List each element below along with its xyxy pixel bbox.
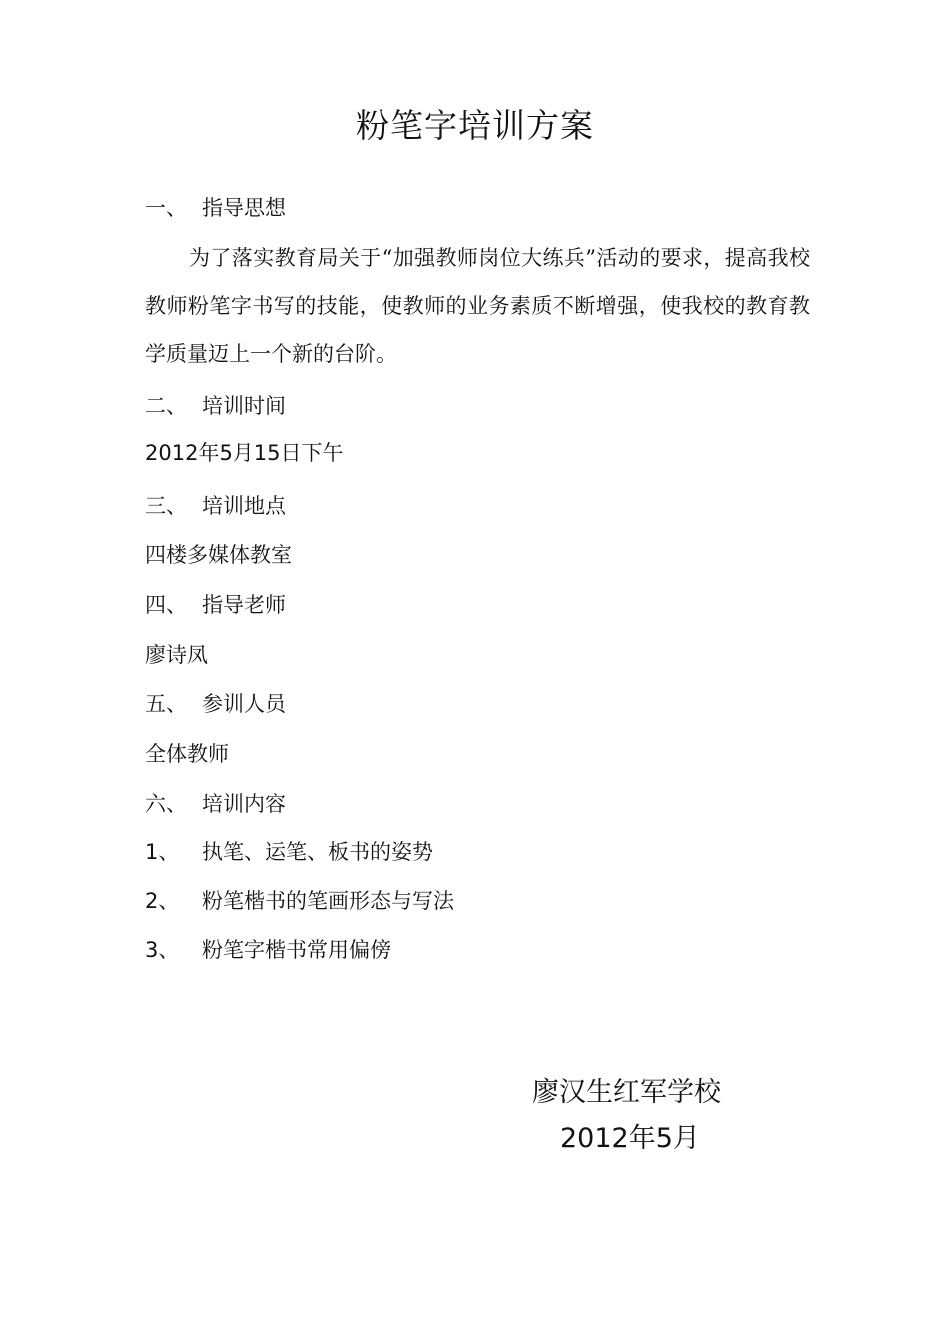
section-number: 一、 [145, 196, 187, 220]
participants-value: 全体教师 [145, 742, 229, 766]
section-heading-participants [145, 689, 286, 719]
training-place-value: 四楼多媒体教室 [145, 543, 292, 567]
section-title: 指导思想 [202, 196, 286, 220]
content-item-text: 粉笔楷书的笔画形态与写法 [202, 889, 454, 913]
section-title: 参训人员 [202, 692, 286, 716]
section-number: 五、 [145, 692, 187, 716]
section-number: 六、 [145, 792, 187, 816]
section-title: 培训地点 [202, 494, 286, 518]
content-item-text: 执笔、运笔、板书的姿势 [202, 840, 433, 864]
section-number: 二、 [145, 394, 187, 418]
content-item-text: 粉笔字楷书常用偏傍 [202, 938, 391, 962]
section-heading-training-content [145, 789, 286, 819]
content-item-number: 2、 [145, 889, 180, 913]
section-heading-instructor [145, 590, 286, 620]
section-number: 三、 [145, 494, 187, 518]
section-title: 培训内容 [202, 792, 286, 816]
guiding-paragraph: 为了落实教育局关于“加强教师岗位大练兵”活动的要求，提高我校教师粉笔字书写的技能，使教师的业务素质不断增强，使我校的教育教学质量迈上一个新的台阶。 [145, 246, 810, 366]
content-item [145, 935, 391, 965]
content-item-number: 1、 [145, 840, 180, 864]
content-item [145, 886, 454, 916]
section-title: 指导老师 [202, 593, 286, 617]
section-heading-training-time [145, 391, 286, 421]
signature-school: 廖汉生红军学校 [532, 1077, 721, 1108]
content-item-number: 3、 [145, 938, 180, 962]
document-title: 粉笔字培训方案 [356, 106, 594, 145]
training-time-value: 2012年5月15日下午 [145, 441, 344, 465]
section-heading-training-place [145, 491, 286, 521]
section-number: 四、 [145, 593, 187, 617]
content-item [145, 837, 433, 867]
section-title: 培训时间 [202, 394, 286, 418]
instructor-value: 廖诗凤 [145, 643, 208, 667]
section-heading-guiding-thought [145, 193, 286, 223]
signature-date: 2012年5月 [560, 1123, 700, 1154]
